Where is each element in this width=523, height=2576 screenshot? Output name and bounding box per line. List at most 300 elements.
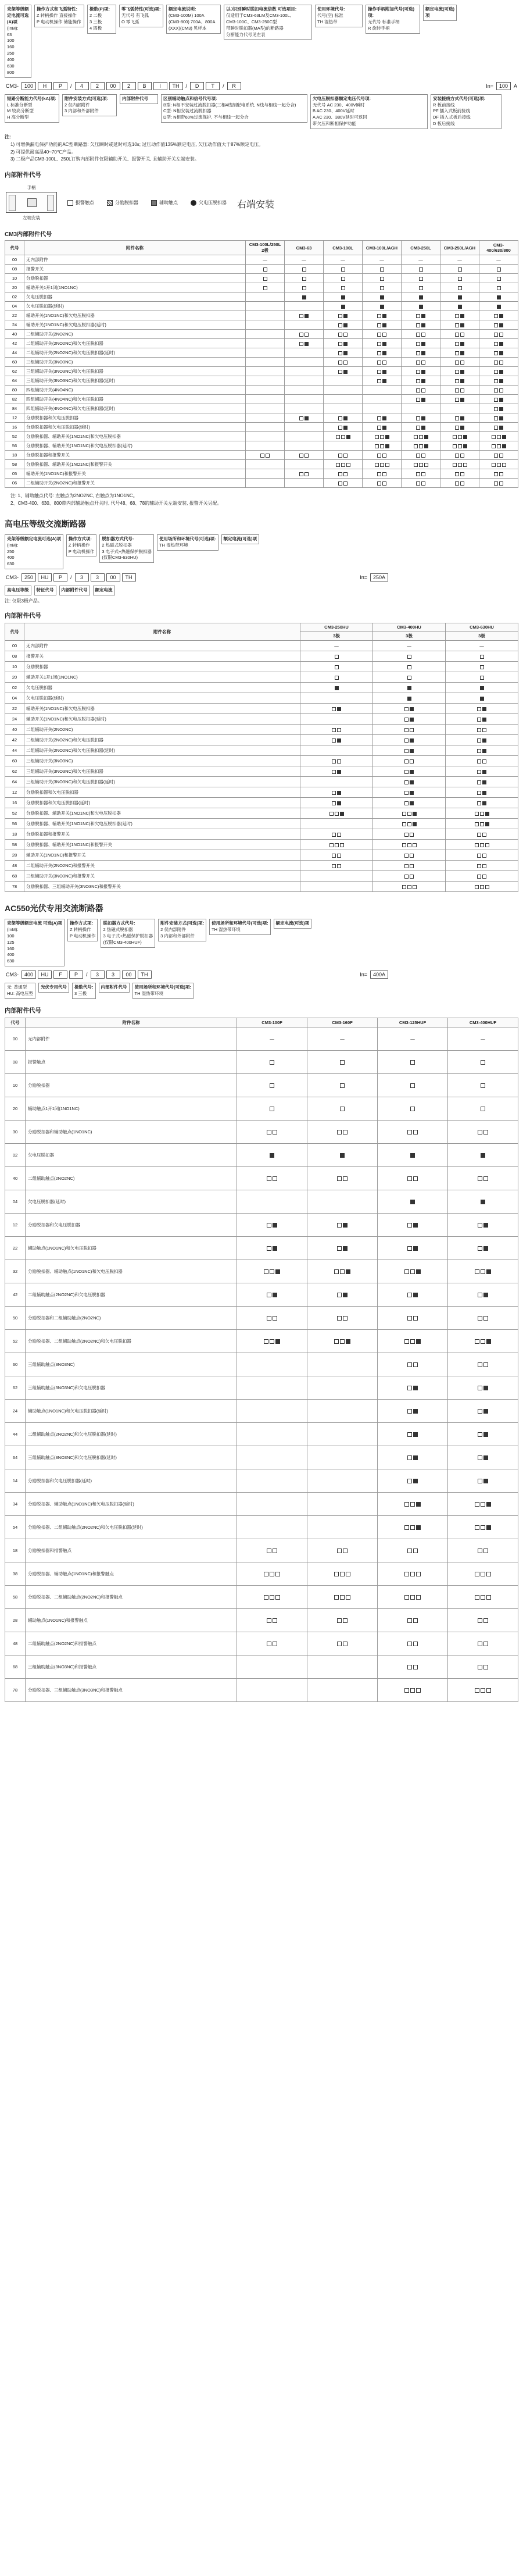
undervoltage-mark-icon: [460, 426, 464, 430]
accessory-mark-icon: [499, 472, 503, 476]
accessory-code: 78: [5, 882, 24, 892]
availability-cell: [285, 386, 324, 395]
table-row: [5, 861, 518, 871]
model-code-segment: 100: [496, 82, 511, 90]
table-row: [5, 1515, 518, 1539]
spec-box-title: 额定电流(可选)项: [223, 536, 257, 541]
spec-box: [274, 919, 312, 929]
accessory-mark-icon: [494, 342, 498, 346]
availability-cell: [448, 1422, 518, 1446]
accessory-mark-icon: [494, 314, 498, 318]
availability-cell: [440, 376, 479, 386]
accessory-mark-icon: [299, 472, 303, 476]
accessory-mark-icon: [337, 864, 341, 868]
accessory-mark-icon: [404, 1688, 409, 1693]
availability-cell: [378, 1655, 448, 1678]
accessory-code: 84: [5, 404, 24, 413]
spec-box-line: HU: 高电压型: [7, 991, 33, 997]
availability-cell: [237, 1632, 307, 1655]
undervoltage-mark-icon: [485, 822, 489, 826]
accessory-mark-icon: [478, 1362, 482, 1367]
accessory-mark-icon: [340, 1083, 345, 1088]
spec-box-line: D 板后接线: [433, 121, 455, 127]
accessory-code: 20: [5, 672, 24, 683]
column-header: 附件名称: [26, 1018, 237, 1027]
accessory-code: 22: [5, 311, 24, 320]
table1-notes: [5, 493, 518, 508]
spec-box-line: 分断能力代号见左表: [226, 31, 266, 37]
accessory-name: 辅助触点(1NO1NC)和报警触点: [26, 1608, 237, 1632]
accessory-mark-icon: [338, 426, 342, 430]
accessory-mark-icon: [332, 864, 336, 868]
availability-cell: [285, 274, 324, 283]
undervoltage-mark-icon: [483, 1223, 488, 1228]
model-code-segment: D: [190, 82, 204, 90]
accessory-code: 22: [5, 704, 24, 714]
availability-cell: —: [479, 255, 518, 265]
accessory-mark-icon: [455, 416, 459, 420]
accessory-mark-icon: [494, 323, 498, 327]
accessory-mark-icon: [475, 1595, 479, 1600]
availability-cell: [479, 469, 518, 479]
availability-cell: [373, 829, 446, 840]
accessory-mark-icon: [416, 481, 420, 486]
availability-cell: [307, 1306, 378, 1329]
accessory-mark-icon: [343, 361, 348, 365]
undervoltage-mark-icon: [499, 398, 503, 402]
accessory-mark-icon: [410, 728, 414, 732]
undervoltage-mark-icon: [416, 1339, 421, 1344]
accessory-mark-icon: [480, 665, 484, 669]
undervoltage-mark-icon: [385, 435, 389, 439]
accessory-mark-icon: [419, 463, 423, 467]
availability-cell: —: [237, 1027, 307, 1050]
spec-box-line: 2 仅内部附件: [65, 102, 90, 108]
availability-cell: [237, 1306, 307, 1329]
accessory-mark-icon: [492, 444, 496, 448]
accessory-mark-icon: [494, 481, 498, 486]
table-row: [5, 777, 518, 787]
availability-cell: [402, 330, 440, 339]
availability-cell: [448, 1515, 518, 1539]
availability-cell: [324, 302, 363, 311]
undervoltage-mark-icon: [340, 812, 344, 816]
table-row: [5, 808, 518, 819]
availability-cell: [448, 1678, 518, 1701]
availability-cell: [237, 1399, 307, 1422]
undervoltage-mark-icon: [380, 305, 384, 309]
accessory-mark-icon: [478, 1479, 482, 1483]
availability-cell: [378, 1678, 448, 1701]
accessory-mark-icon: [267, 1549, 271, 1553]
availability-cell: [246, 460, 285, 469]
availability-cell: [324, 386, 363, 395]
table1-wrap: [5, 240, 518, 488]
accessory-mark-icon: [478, 1293, 482, 1297]
accessory-mark-icon: [483, 1642, 488, 1646]
accessory-mark-icon: [267, 1642, 271, 1646]
availability-cell: [402, 460, 440, 469]
accessory-mark-icon: [416, 361, 420, 365]
model-code-segment: CM3-: [6, 83, 19, 89]
undervoltage-mark-icon: [424, 435, 428, 439]
accessory-name: 分励脱扣器、辅助触点(1NO1NC)和报警触点: [26, 1562, 237, 1585]
availability-cell: —: [246, 255, 285, 265]
accessory-mark-icon: [305, 333, 309, 337]
accessory-name: 分励脱扣器和欠电压脱扣器(延时): [26, 1469, 237, 1492]
accessory-mark-icon: [377, 314, 381, 318]
availability-cell: [479, 265, 518, 274]
accessory-mark-icon: [424, 463, 428, 467]
undervoltage-mark-icon: [483, 1455, 488, 1460]
accessory-code: 12: [5, 787, 24, 798]
availability-cell: [300, 735, 373, 745]
spec-box-line: (InM):: [7, 25, 19, 31]
availability-cell: [324, 395, 363, 404]
accessory-mark-icon: [458, 444, 462, 448]
accessory-mark-icon: [410, 1269, 415, 1274]
spec-box: [315, 5, 363, 27]
undervoltage-mark-icon: [480, 697, 484, 701]
breaker-sketch: [6, 184, 57, 221]
undervoltage-mark-icon: [407, 697, 411, 701]
accessory-name: 无内部附件: [24, 255, 246, 265]
accessory-code: 02: [5, 683, 24, 693]
accessory-code: 00: [5, 1027, 26, 1050]
accessory-mark-icon: [483, 1316, 488, 1321]
availability-cell: [448, 1562, 518, 1585]
spec-box: [59, 586, 90, 595]
accessory-mark-icon: [478, 1455, 482, 1460]
accessory-mark-icon: [477, 759, 481, 763]
accessory-name: 分励脱扣器、辅助触点(1NO1NC)和欠电压脱扣器: [26, 1260, 237, 1283]
spec-box-line: CM3-100C、CM3-250C型: [226, 19, 277, 24]
accessory-mark-icon: [485, 885, 489, 889]
column-header: CM3-250L: [402, 241, 440, 255]
spec-box-title: 操作方式项:: [70, 920, 93, 926]
accessory-mark-icon: [480, 812, 484, 816]
availability-cell: [378, 1608, 448, 1632]
availability-cell: [440, 469, 479, 479]
table-row: [5, 1353, 518, 1376]
availability-cell: [285, 460, 324, 469]
accessory-mark-icon: [482, 833, 486, 837]
spec-box-line: 代号(空) 标准: [317, 12, 343, 18]
availability-cell: [363, 330, 402, 339]
accessory-mark-icon: [343, 1618, 348, 1623]
accessory-mark-icon: [335, 665, 339, 669]
availability-cell: [363, 348, 402, 358]
accessory-code: 58: [5, 1585, 26, 1608]
undervoltage-mark-icon: [382, 351, 386, 355]
undervoltage-mark-icon: [410, 780, 414, 784]
spec-box: [93, 586, 115, 595]
accessory-code: 08: [5, 1050, 26, 1073]
legend-label: 分励脱扣器: [115, 200, 138, 206]
undervoltage-mark-icon: [337, 791, 341, 795]
accessory-code: 18: [5, 451, 24, 460]
accessory-mark-icon: [299, 333, 303, 337]
availability-cell: [440, 283, 479, 292]
accessory-mark-icon: [497, 277, 501, 281]
accessory-mark-icon: [494, 407, 498, 411]
availability-cell: [479, 330, 518, 339]
availability-cell: [363, 265, 402, 274]
accessory-name: 无内部附件: [26, 1027, 237, 1050]
availability-cell: [440, 311, 479, 320]
availability-cell: [479, 386, 518, 395]
accessory-mark-icon: [478, 1432, 482, 1437]
accessory-mark-icon: [455, 379, 459, 383]
accessory-mark-icon: [480, 655, 484, 659]
table-row: [5, 1376, 518, 1399]
accessory-mark-icon: [407, 655, 411, 659]
spec-box-line: C型: N相安装过流脱扣器: [163, 108, 212, 114]
availability-cell: [300, 714, 373, 725]
spec-box: [5, 586, 31, 595]
accessory-mark-icon: [377, 333, 381, 337]
availability-cell: [300, 704, 373, 714]
accessory-mark-icon: [338, 481, 342, 486]
spec-box-title: 使用场所和环境代号(可选)项:: [159, 536, 216, 541]
accessory-mark-icon: [404, 718, 409, 722]
availability-cell: [448, 1585, 518, 1608]
accessory-code: 44: [5, 1422, 26, 1446]
accessory-mark-icon: [407, 1316, 412, 1321]
accessory-mark-icon: [380, 444, 384, 448]
table-row: [5, 725, 518, 735]
accessory-mark-icon: [482, 759, 486, 763]
availability-cell: [307, 1585, 378, 1608]
accessory-mark-icon: [494, 472, 498, 476]
undervoltage-mark-icon: [385, 444, 389, 448]
accessory-code: 42: [5, 1283, 26, 1306]
undervoltage-mark-icon: [410, 718, 414, 722]
accessory-mark-icon: [380, 286, 384, 290]
accessory-mark-icon: [455, 351, 459, 355]
accessory-mark-icon: [407, 1223, 412, 1228]
undervoltage-mark-icon: [382, 323, 386, 327]
accessory-name: 三组辅助开关(3NO3NC)和欠电压脱扣器(延时): [24, 777, 300, 787]
availability-cell: [378, 1050, 448, 1073]
table-row: [5, 714, 518, 725]
spec-box-title: 操作手柄附加代号(可选)项:: [368, 6, 414, 18]
availability-cell: [373, 819, 446, 829]
accessory-code: 44: [5, 348, 24, 358]
undervoltage-mark-icon: [305, 314, 309, 318]
spec-box-line: 仅适用于CM3-63LM及CM3-100L、: [226, 12, 295, 18]
availability-cell: [246, 283, 285, 292]
spec-box-line: 400: [7, 57, 15, 62]
spec-box-title: 操作方式项:: [68, 536, 92, 541]
undervoltage-mark-icon: [460, 416, 464, 420]
accessory-mark-icon: [481, 1107, 485, 1111]
notes-label: 注:: [5, 134, 11, 140]
availability-cell: [285, 395, 324, 404]
accessory-code: 20: [5, 283, 24, 292]
undervoltage-mark-icon: [497, 295, 501, 299]
availability-cell: [479, 320, 518, 330]
table-row: [5, 292, 518, 302]
table-row: [5, 404, 518, 413]
availability-cell: [324, 367, 363, 376]
accessory-mark-icon: [475, 1502, 479, 1507]
spec-box-title: 壳架等级额定电流可选(A)项: [7, 536, 61, 541]
accessory-mark-icon: [410, 1502, 415, 1507]
model-code-segment: A: [513, 83, 517, 89]
availability-cell: [307, 1515, 378, 1539]
accessory-mark-icon: [407, 665, 411, 669]
table-row: [5, 1655, 518, 1678]
availability-cell: [324, 469, 363, 479]
undervoltage-mark-icon: [483, 1246, 488, 1251]
undervoltage-mark-icon: [343, 370, 348, 374]
accessory-name: 分励脱扣器、辅助开关(1NO1NC)和欠电压脱扣器(延时): [24, 441, 246, 451]
availability-cell: [373, 745, 446, 756]
accessory-code: 80: [5, 386, 24, 395]
accessory-mark-icon: [404, 833, 409, 837]
table-row: [5, 1073, 518, 1097]
accessory-name: 二组辅助开关(2NO2NC): [24, 725, 300, 735]
availability-cell: [324, 311, 363, 320]
undervoltage-mark-icon: [413, 1223, 418, 1228]
undervoltage-mark-icon: [413, 1409, 418, 1414]
availability-cell: [246, 441, 285, 451]
accessory-code: 62: [5, 766, 24, 777]
availability-cell: [363, 339, 402, 348]
accessory-code: 24: [5, 320, 24, 330]
spec-box-line: 400: [7, 555, 15, 561]
undervoltage-mark-icon: [343, 314, 348, 318]
accessory-mark-icon: [477, 833, 481, 837]
accessory-mark-icon: [404, 1572, 409, 1576]
availability-cell: [373, 704, 446, 714]
spec-box-line: B型: N相不安装过流脱扣器(三相4线制配电系统, N线与相线一起分合): [163, 102, 296, 108]
availability-cell: [378, 1190, 448, 1213]
accessory-mark-icon: [419, 277, 423, 281]
model-designation-section: [5, 5, 518, 129]
accessory-name: 欠电压脱扣器(延时): [24, 302, 246, 311]
undervoltage-mark-icon: [410, 738, 414, 743]
accessory-code: 16: [5, 423, 24, 432]
availability-cell: [479, 292, 518, 302]
accessory-name: 报警开关: [24, 265, 246, 274]
accessory-mark-icon: [455, 323, 459, 327]
accessory-name: 三组辅助开关(3NO3NC): [24, 358, 246, 367]
accessory-mark-icon: [477, 780, 481, 784]
availability-cell: [300, 787, 373, 798]
undervoltage-mark-icon: [486, 1269, 491, 1274]
accessory-mark-icon: [497, 435, 501, 439]
spec-box-line: M 较高分断型: [7, 108, 34, 114]
accessory-mark-icon: [460, 361, 464, 365]
accessory-mark-icon: [267, 1618, 271, 1623]
accessory-mark-icon: [343, 481, 348, 486]
accessory-name: 三组辅助开关(3NO3NC)和欠电压脱扣器: [24, 367, 246, 376]
availability-cell: [378, 1562, 448, 1585]
column-header: CM3-63: [285, 241, 324, 255]
spec-box-title: 区别辅助触点和信号代号项:: [163, 95, 217, 101]
availability-cell: [402, 376, 440, 386]
accessory-name: 欠电压脱扣器: [24, 292, 246, 302]
accessory-mark-icon: [264, 1269, 268, 1274]
accessory-mark-icon: [475, 1525, 479, 1530]
spec-box-line: L 标准分断型: [7, 102, 33, 108]
accessory-mark-icon: [410, 1107, 415, 1111]
分励脱扣器-icon: [107, 200, 113, 206]
column-header: CM3-100F: [237, 1018, 307, 1027]
accessory-mark-icon: [336, 463, 340, 467]
accessory-mark-icon: [299, 416, 303, 420]
accessory-name: 二组辅助触点(2NO2NC)和欠电压脱扣器: [26, 1283, 237, 1306]
availability-cell: [246, 348, 285, 358]
availability-cell: [479, 451, 518, 460]
accessory-name: 辅助触点(1NO1NC)和欠电压脱扣器(延时): [26, 1399, 237, 1422]
accessory-mark-icon: [416, 1572, 421, 1576]
accessory-mark-icon: [402, 843, 406, 847]
spec-box-title: 高电压等级: [7, 587, 29, 593]
table-row: [5, 1399, 518, 1422]
spec-box-title: 额定电流: [95, 587, 113, 593]
accessory-mark-icon: [263, 277, 267, 281]
accessory-name: 分励脱扣器、辅助开关(1NO1NC)和报警开关: [24, 840, 300, 850]
availability-cell: [363, 451, 402, 460]
accessory-name: 分励脱扣器和欠电压脱扣器: [26, 1213, 237, 1236]
spec-box-line: 4 四极: [89, 25, 102, 31]
availability-cell: [373, 850, 446, 861]
undervoltage-mark-icon: [463, 444, 467, 448]
spec-box-line: PF 插入式板前接线: [433, 108, 471, 114]
accessory-mark-icon: [407, 843, 411, 847]
availability-cell: [402, 358, 440, 367]
accessory-mark-icon: [380, 463, 384, 467]
availability-cell: [307, 1422, 378, 1446]
accessory-mark-icon: [483, 1362, 488, 1367]
model-code-segment: T: [206, 82, 220, 90]
availability-cell: [448, 1655, 518, 1678]
accessory-mark-icon: [482, 864, 486, 868]
accessory-mark-icon: [478, 1409, 482, 1414]
accessory-mark-icon: [413, 1130, 418, 1134]
accessory-mark-icon: [494, 398, 498, 402]
availability-cell: [285, 451, 324, 460]
accessory-mark-icon: [475, 1572, 479, 1576]
spec-box-line: 800: [7, 69, 15, 75]
accessory-mark-icon: [410, 1083, 415, 1088]
note-line: 1) 可增供漏电保护功能的AC型断路器: 欠压瞬时或延时可选10s; 过压动作值135%额定电压, 欠压动作值大于87%额定电压。: [10, 141, 264, 147]
table-row: [5, 829, 518, 840]
accessory-mark-icon: [407, 1409, 412, 1414]
spec-box-line: B AC 230、400V延时: [313, 108, 354, 114]
availability-cell: [440, 265, 479, 274]
accessory-code: 40: [5, 725, 24, 735]
accessory-code: 14: [5, 1469, 26, 1492]
availability-cell: [307, 1399, 378, 1422]
accessory-mark-icon: [334, 1595, 339, 1600]
availability-cell: [246, 451, 285, 460]
accessory-mark-icon: [343, 1642, 348, 1646]
undervoltage-mark-icon: [346, 1339, 350, 1344]
accessory-mark-icon: [404, 1595, 409, 1600]
accessory-mark-icon: [341, 435, 345, 439]
accessory-mark-icon: [337, 759, 341, 763]
spec-box-line: 160: [7, 946, 15, 951]
accessory-mark-icon: [335, 812, 339, 816]
accessory-mark-icon: [375, 444, 379, 448]
availability-cell: [402, 274, 440, 283]
availability-cell: [285, 432, 324, 441]
accessory-mark-icon: [410, 1525, 415, 1530]
